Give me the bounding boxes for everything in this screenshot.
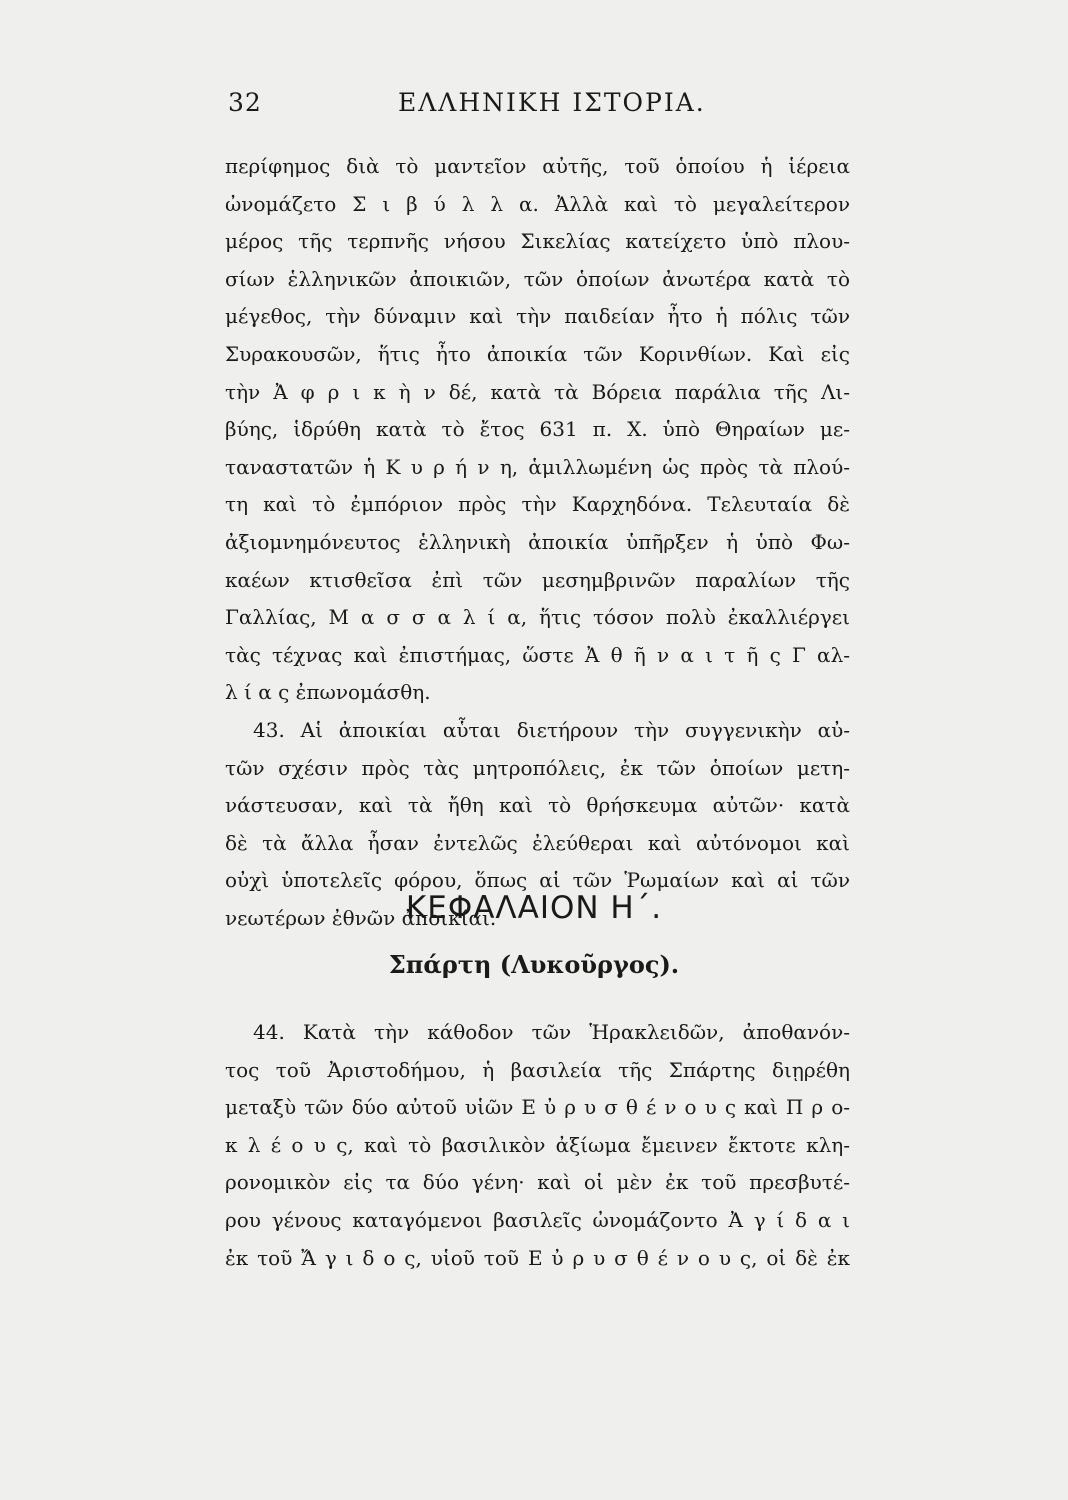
text-line: τη καὶ τὸ ἐμπόριον πρὸς τὴν Καρχηδόνα. Τελευταία δὲ [225, 492, 850, 517]
text-line: λ ί α ς ἐπωνομάσθη. [225, 680, 431, 705]
text-line: ταναστατῶν ἡ Κ υ ρ ή ν η, ἁμιλλωμένη ὡς πρὸς τὰ πλού- [225, 454, 850, 479]
text-line: βύης, ἱδρύθη κατὰ τὸ ἔτος 631 π. Χ. ὑπὸ Θηραίων με- [225, 417, 850, 442]
text-line: νεωτέρων ἐθνῶν ἀποικίαι. [225, 905, 497, 930]
chapter-heading: ΚΕΦΑΛΑΙΟΝ Η΄. [405, 890, 663, 926]
text-line: δὲ τὰ ἄλλα ἦσαν ἐντελῶς ἐλεύθεραι καὶ αὐτόνομοι καὶ [225, 830, 850, 855]
page-number: 32 [228, 88, 262, 117]
text-line: μέρος τῆς τερπνῆς νήσου Σικελίας κατείχετο ὑπὸ πλου- [225, 229, 850, 254]
text-line: τὰς τέχνας καὶ ἐπιστήμας, ὥστε Ἀ θ ῆ ν α ι τ ῆ ς Γ αλ- [225, 642, 850, 667]
text-line: περίφημος διὰ τὸ μαντεῖον αὐτῆς, τοῦ ὁποίου ἡ ἱέρεια [225, 154, 850, 178]
text-line: 44. Κατὰ τὴν κάθοδον τῶν Ἡρακλειδῶν, ἀποθανόν- [253, 1020, 850, 1044]
running-header [228, 88, 828, 128]
text-line: τος τοῦ Ἀριστοδήμου, ἡ βασιλεία τῆς Σπάρτης διῃρέθη [225, 1057, 850, 1082]
text-line: Γαλλίας, Μ α σ σ α λ ί α, ἥτις τόσον πολὺ ἐκαλλιέργει [225, 605, 850, 630]
text-line: ἀξιομνημόνευτος ἑλληνικὴ ἀποικία ὑπῆρξεν ἡ ὑπὸ Φω- [225, 529, 850, 554]
paragraph-1 [225, 148, 850, 712]
text-line: τὴν Ἀ φ ρ ι κ ὴ ν δέ, κατὰ τὰ Βόρεια παράλια τῆς Λι- [225, 379, 850, 404]
text-line: ἐκ τοῦ Ἄ γ ι δ ο ς, υἱοῦ τοῦ Ε ὐ ρ υ σ θ έ ν ο υ ς, οἱ δὲ ἐκ [225, 1245, 850, 1270]
text-line: τῶν σχέσιν πρὸς τὰς μητροπόλεις, ἐκ τῶν ὁποίων μετη- [225, 755, 850, 780]
text-line: μεταξὺ τῶν δύο αὐτοῦ υἱῶν Ε ὐ ρ υ σ θ έ ν ο υ ς καὶ Π ρ ο- [225, 1095, 850, 1120]
text-line: ὠνομάζετο Σ ι β ύ λ λ α. Ἀλλὰ καὶ τὸ μεγαλείτερον [225, 191, 850, 216]
body-text-upper [225, 148, 850, 937]
text-line: μέγεθος, τὴν δύναμιν καὶ τὴν παιδείαν ἦτο ἡ πόλις τῶν [225, 304, 850, 329]
text-line: ρονομικὸν εἰς τα δύο γένη· καὶ οἱ μὲν ἐκ τοῦ πρεσβυτέ- [225, 1170, 850, 1195]
paragraph-3 [225, 1014, 850, 1277]
text-line: οὐχὶ ὑποτελεῖς φόρου, ὅπως αἱ τῶν Ῥωμαίων καὶ αἱ τῶν [225, 868, 850, 893]
text-line: νάστευσαν, καὶ τὰ ἤθη καὶ τὸ θρήσκευμα αὐτῶν· κατὰ [225, 793, 850, 818]
running-title: ΕΛΛΗΝΙΚΗ ΙΣΤΟΡΙΑ. [398, 88, 706, 117]
body-text-lower [225, 1014, 850, 1277]
chapter-subtitle: Σπάρτη (Λυκοῦργος). [388, 950, 680, 979]
text-line: σίων ἑλληνικῶν ἀποικιῶν, τῶν ὁποίων ἀνωτέρα κατὰ τὸ [225, 266, 850, 291]
text-line: κ λ έ ο υ ς, καὶ τὸ βασιλικὸν ἀξίωμα ἔμεινεν ἔκτοτε κλη- [225, 1132, 850, 1157]
text-line: 43. Αἱ ἀποικίαι αὗται διετήρουν τὴν συγγενικὴν αὐ- [253, 717, 850, 742]
text-line: ρου γένους καταγόμενοι βασιλεῖς ὠνομάζοντο Ἀ γ ί δ α ι [225, 1207, 850, 1232]
text-line: Συρακουσῶν, ἥτις ἦτο ἀποικία τῶν Κορινθίων. Καὶ εἰς [225, 341, 850, 366]
text-line: καέων κτισθεῖσα ἐπὶ τῶν μεσημβρινῶν παραλίων τῆς [225, 567, 850, 592]
